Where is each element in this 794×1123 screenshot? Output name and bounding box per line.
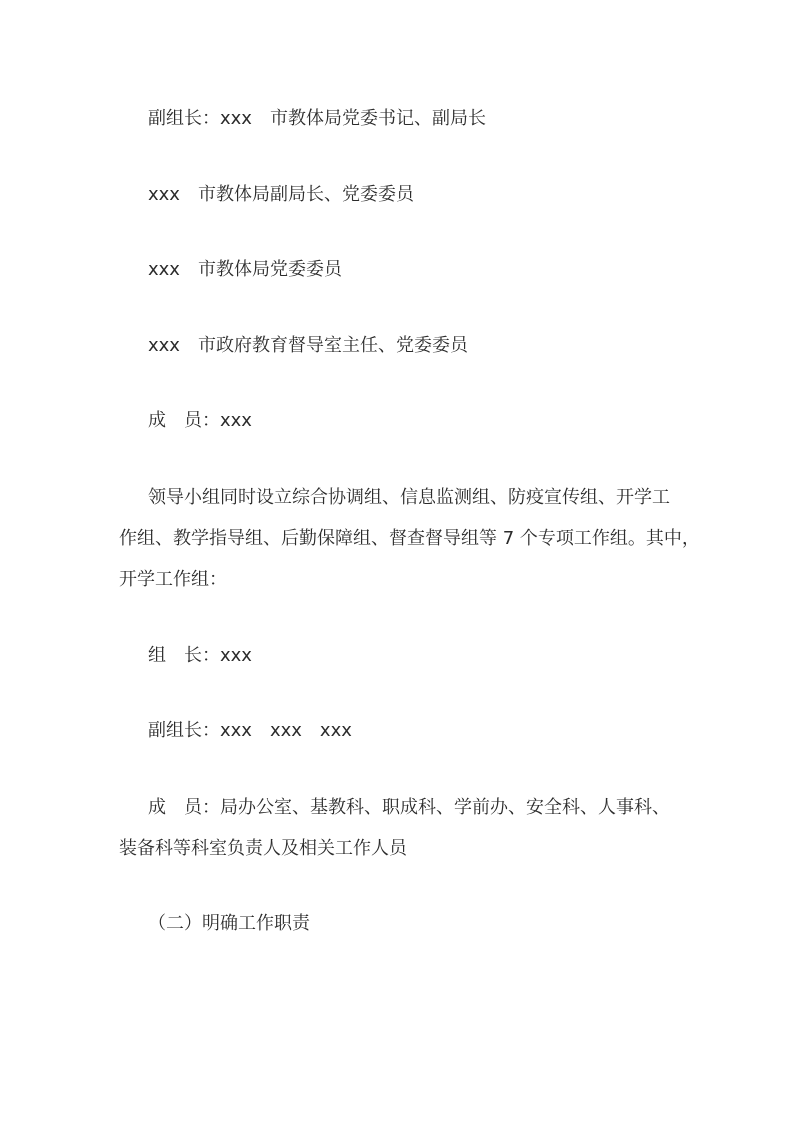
paragraph-line-1: 领导小组同时设立综合协调组、信息监测组、防疫宣传组、开学工 <box>148 487 670 508</box>
members-line: 成 员：xxx <box>148 410 252 431</box>
group-vice-leader-line: 副组长：xxx xxx xxx <box>148 720 352 741</box>
group-members-line-2: 装备科等科室负责人及相关工作人员 <box>119 838 407 859</box>
paragraph-line-3: 开学工作组： <box>119 569 227 590</box>
member-line-3: xxx 市政府教育督导室主任、党委委员 <box>148 335 468 356</box>
paragraph-line-2: 作组、教学指导组、后勤保障组、督查督导组等 7 个专项工作组。其中， <box>119 528 700 549</box>
vice-leader-line: 副组长：xxx 市教体局党委书记、副局长 <box>148 108 486 129</box>
group-members-line-1: 成 员：局办公室、基教科、职成科、学前办、安全科、人事科、 <box>148 797 670 818</box>
member-line-1: xxx 市教体局副局长、党委委员 <box>148 184 414 205</box>
group-leader-line: 组 长：xxx <box>148 645 252 666</box>
section-heading: （二）明确工作职责 <box>148 913 310 934</box>
member-line-2: xxx 市教体局党委委员 <box>148 259 342 280</box>
